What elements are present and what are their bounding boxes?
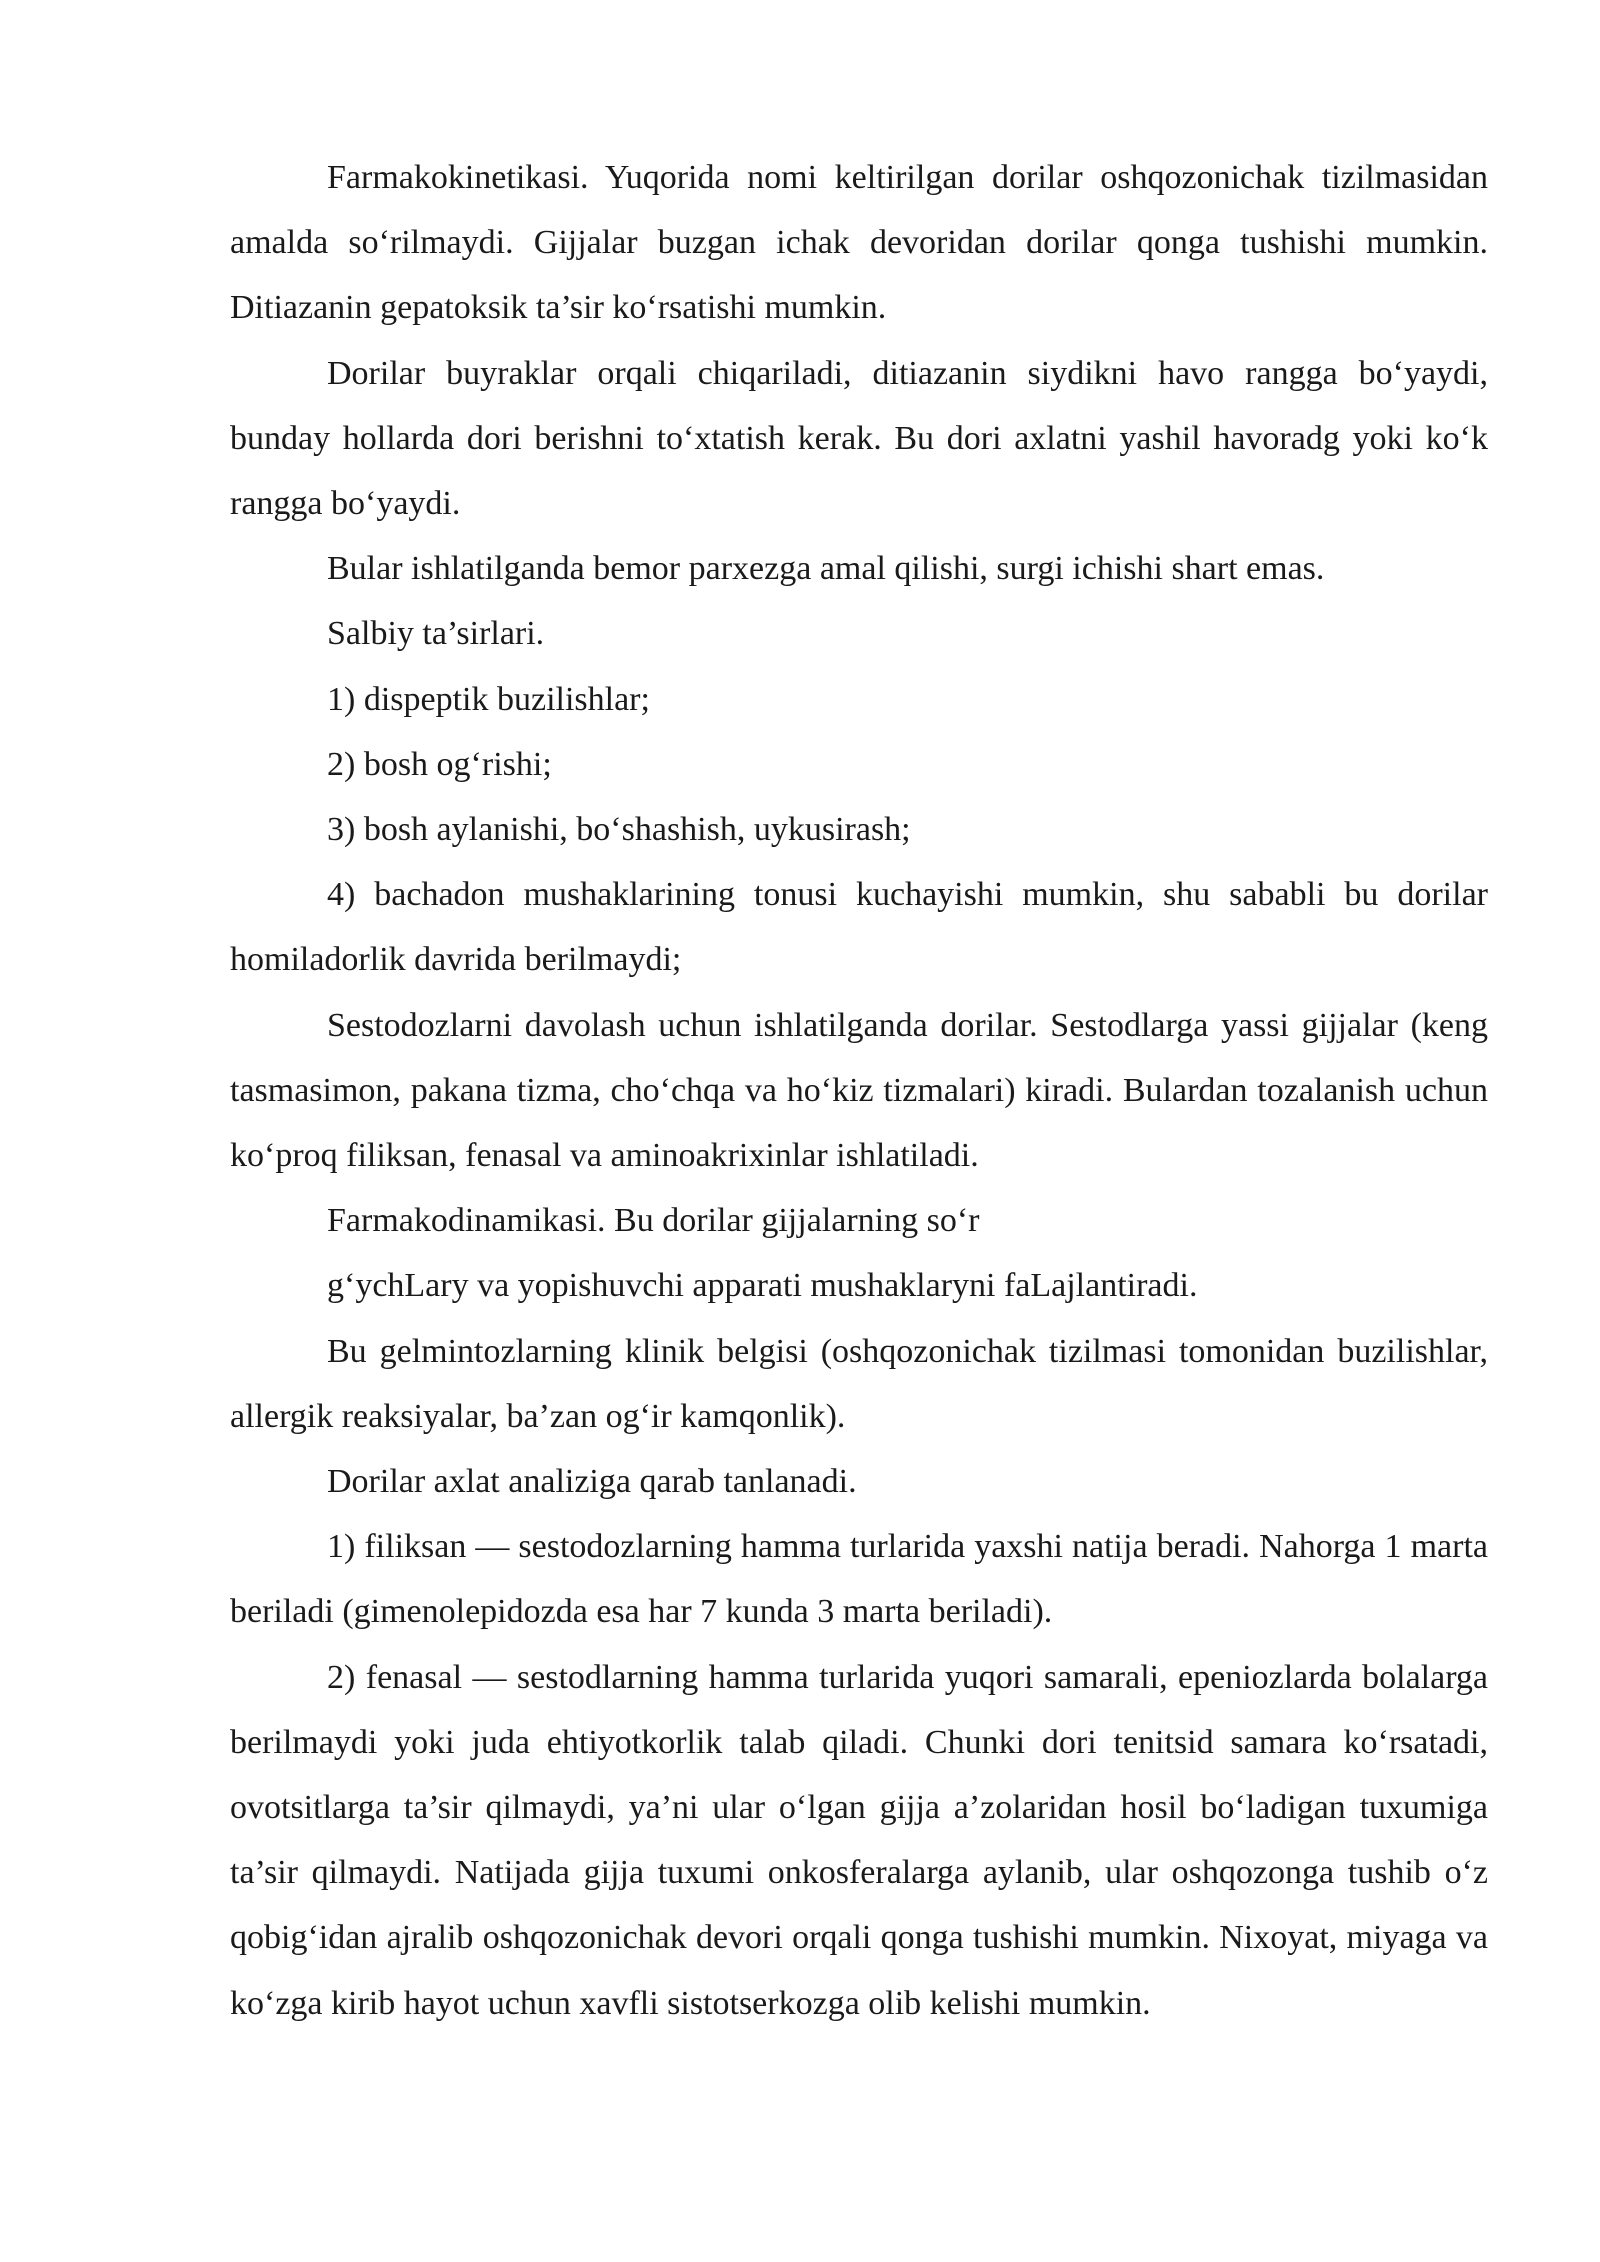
list-item-side-effect-3: 3) bosh aylanishi, bo‘shashish, uykusirash; xyxy=(327,811,911,849)
paragraph-pharmacokinetics: Farmakokinetikasi. Yuqorida nomi keltirilgan dorilar oshqozonichak tizilmasidan amalda so‘rilmaydi. Gijjalar buzgan ichak devoridan dorilar qonga tushishi mumkin. Ditiazanin gepatoksik ta’sir ko‘rsatishi mumkin. xyxy=(230,159,1488,327)
paragraph-clinical-signs: Bu gelmintozlarning klinik belgisi (oshqozonichak tizilmasi tomonidan buzilishlar, allergik reaksiyalar, ba’zan og‘ir kamqonlik). xyxy=(230,1332,1488,1435)
paragraph-diet: Bular ishlatilganda bemor parxezga amal qilishi, surgi ichishi shart emas. xyxy=(327,550,1325,588)
paragraph-pharmacodynamics-cont: g‘ychLary va yopishuvchi apparati mushaklaryni faLajlantiradi. xyxy=(327,1267,1198,1305)
list-item-filiksan: 1) filiksan — sestodozlarning hamma turlarida yaxshi natija beradi. Nahorga 1 marta beriladi (gimenolepidozda esa har 7 kunda 3 marta beriladi). xyxy=(230,1528,1488,1631)
document-body xyxy=(230,145,1488,2036)
paragraph-selection: Dorilar axlat analiziga qarab tanlanadi. xyxy=(327,1463,857,1501)
list-item-side-effect-4: 4) bachadon mushaklarining tonusi kuchayishi mumkin, shu sababli bu dorilar homiladorlik davrida berilmaydi; xyxy=(230,876,1488,979)
paragraph-side-effects-heading: Salbiy ta’sirlari. xyxy=(327,615,545,653)
paragraph-excretion: Dorilar buyraklar orqali chiqariladi, ditiazanin siydikni havo rangga bo‘yaydi, bunday hollarda dori berishni to‘xtatish kerak. Bu dori axlatni yashil havoradg yoki ko‘k rangga bo‘yaydi. xyxy=(230,354,1488,523)
list-item-side-effect-2: 2) bosh og‘rishi; xyxy=(327,745,552,783)
list-item-side-effect-1: 1) dispeptik buzilishlar; xyxy=(327,680,650,718)
list-item-fenasal: 2) fenasal — sestodlarning hamma turlarida yuqori samarali, epeniozlarda bolalarga berilmaydi yoki juda ehtiyotkorlik talab qiladi. Chunki dori tenitsid samara ko‘rsatadi, ovotsitlarga ta’sir qilmaydi, ya’ni ular o‘lgan gijja a’zolaridan hosil bo‘ladigan tuxumiga ta’sir qilmaydi. Natijada gijja tuxumi onkosferalarga aylanib, ular oshqozonga tushib o‘z qobig‘idan ajralib oshqozonichak devori orqali qonga tushishi mumkin. Nixoyat, miyaga va ko‘zga kirib hayot uchun xavfli sistotserkozga olib kelishi mumkin. xyxy=(230,1658,1488,2022)
paragraph-cestodoses: Sestodozlarni davolash uchun ishlatilganda dorilar. Sestodlarga yassi gijjalar (keng tasmasimon, pakana tizma, cho‘chqa va ho‘kiz tizmalari) kiradi. Bulardan tozalanish uchun ko‘proq filiksan, fenasal va aminoakrixinlar ishlatiladi. xyxy=(230,1006,1488,1175)
paragraph-pharmacodynamics: Farmakodinamikasi. Bu dorilar gijjalarning so‘r xyxy=(327,1202,980,1240)
